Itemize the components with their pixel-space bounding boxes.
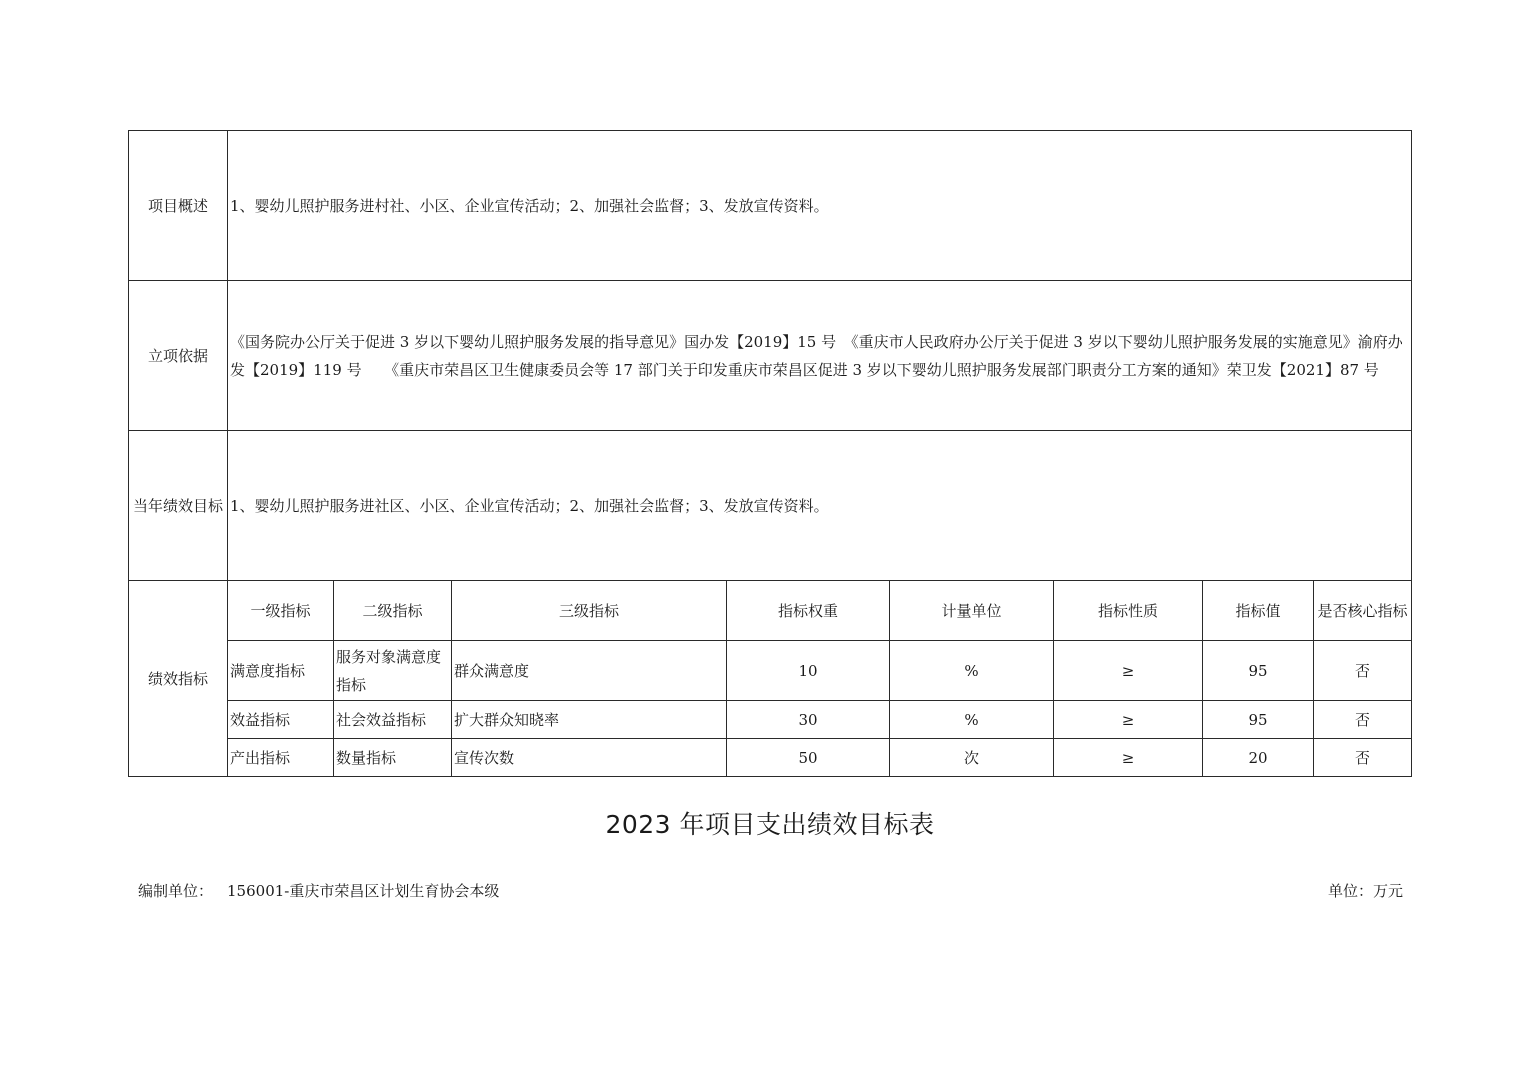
cell-level2: 服务对象满意度指标 [334,641,452,701]
annual-goal-row [129,431,1412,581]
compiling-unit-value: 156001-重庆市荣昌区计划生育协会本级 [227,882,500,900]
table-row [129,641,1412,701]
project-overview-label: 项目概述 [129,131,228,281]
cell-unit: % [890,701,1054,739]
compiling-unit [138,880,499,901]
cell-level2: 社会效益指标 [334,701,452,739]
form-title: 2023 年项目支出绩效目标表 [605,810,935,839]
cell-level3: 群众满意度 [452,641,727,701]
project-basis-row [129,281,1412,431]
annual-goal-text: 1、婴幼儿照护服务进社区、小区、企业宣传活动；2、加强社会监督；3、发放宣传资料。 [228,431,1412,581]
cell-weight: 10 [727,641,890,701]
annual-goal-label: 当年绩效目标 [129,431,228,581]
table-row [129,739,1412,777]
project-overview-text: 1、婴幼儿照护服务进村社、小区、企业宣传活动；2、加强社会监督；3、发放宣传资料。 [228,131,1412,281]
cell-value: 95 [1203,641,1314,701]
project-overview-row [129,131,1412,281]
cell-nature: ≥ [1054,641,1203,701]
performance-indicators-label: 绩效指标 [129,581,228,777]
table-row [129,701,1412,739]
performance-table [128,130,1412,777]
header-nature: 指标性质 [1054,581,1203,641]
cell-level3: 宣传次数 [452,739,727,777]
header-unit: 计量单位 [890,581,1054,641]
cell-unit: 次 [890,739,1054,777]
header-level3: 三级指标 [452,581,727,641]
cell-level1: 满意度指标 [228,641,334,701]
cell-core: 否 [1314,739,1412,777]
project-basis-label: 立项依据 [129,281,228,431]
cell-core: 否 [1314,641,1412,701]
header-level1: 一级指标 [228,581,334,641]
cell-value: 20 [1203,739,1314,777]
header-level2: 二级指标 [334,581,452,641]
header-weight: 指标权重 [727,581,890,641]
cell-level1: 产出指标 [228,739,334,777]
cell-core: 否 [1314,701,1412,739]
project-basis-text: 《国务院办公厅关于促进 3 岁以下婴幼儿照护服务发展的指导意见》国办发【2019】15 号 《重庆市人民政府办公厅关于促进 3 岁以下婴幼儿照护服务发展的实施意见》渝府办发【2019】119 号 《重庆市荣昌区卫生健康委员会等 17 部门关于印发重庆市荣昌区促进 3 岁以下婴幼儿照护服务发展部门职责分工方案的通知》荣卫发【2021】87 号 [228,281,1412,431]
cell-level2: 数量指标 [334,739,452,777]
compiling-unit-label: 编制单位： [138,882,214,900]
cell-unit: % [890,641,1054,701]
cell-nature: ≥ [1054,701,1203,739]
cell-weight: 30 [727,701,890,739]
header-core: 是否核心指标 [1314,581,1412,641]
cell-weight: 50 [727,739,890,777]
currency-unit: 单位：万元 [1328,882,1404,900]
header-value: 指标值 [1203,581,1314,641]
indicator-header-row [129,581,1412,641]
cell-level3: 扩大群众知晓率 [452,701,727,739]
cell-nature: ≥ [1054,739,1203,777]
cell-level1: 效益指标 [228,701,334,739]
cell-value: 95 [1203,701,1314,739]
